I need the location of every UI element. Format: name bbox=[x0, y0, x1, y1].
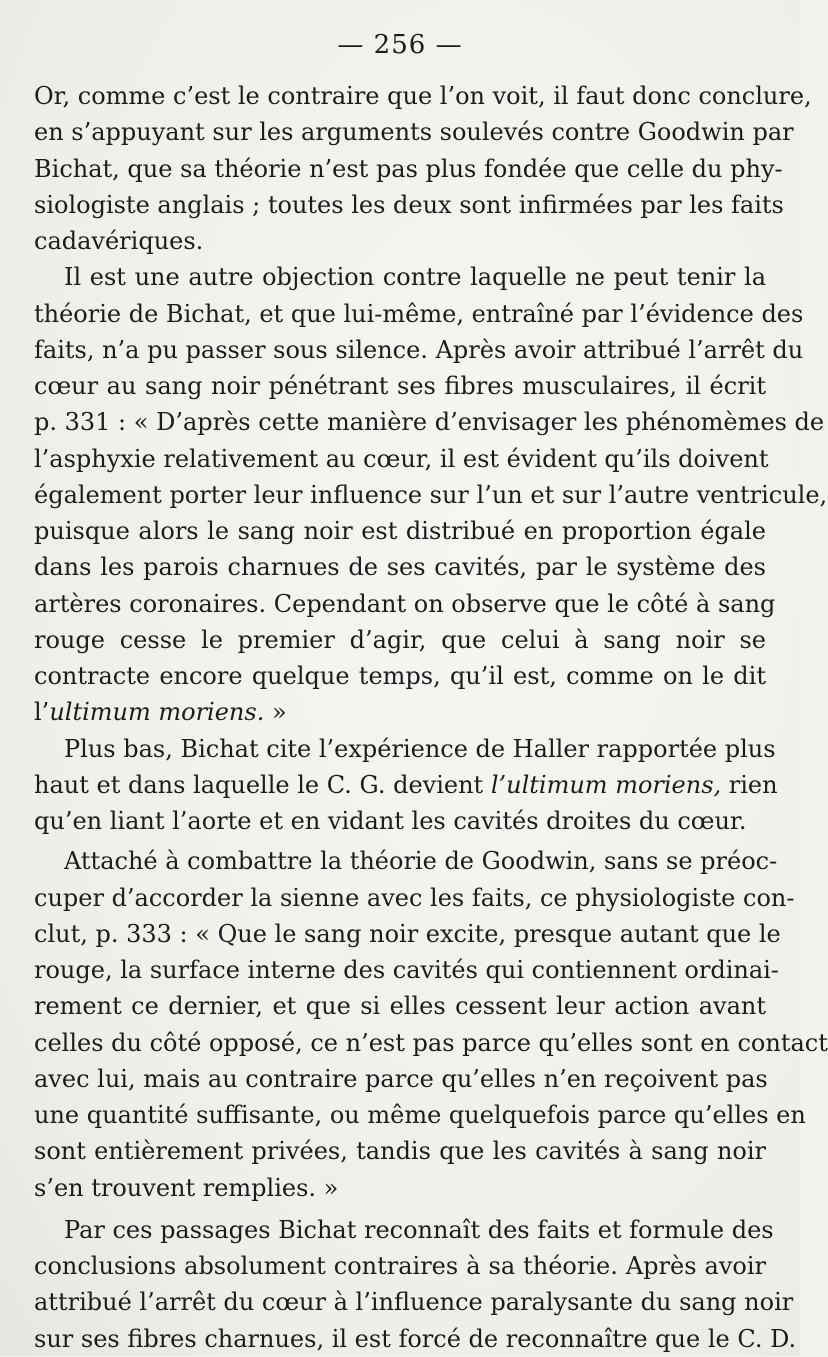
body-text bbox=[34, 78, 828, 1357]
text-line: l’asphyxie relativement au cœur, il est évident qu’ils doivent bbox=[34, 444, 769, 473]
text-line: sont entièrement privées, tandis que les cavités à sang noir bbox=[34, 1137, 766, 1166]
text-line: Attaché à combattre la théorie de Goodwin, sans se préoc- bbox=[64, 847, 778, 876]
text-line: Il est une autre objection contre laquelle ne peut tenir la bbox=[64, 263, 766, 292]
text-line: attribué l’arrêt du cœur à l’influence paralysante du sang noir bbox=[34, 1288, 794, 1317]
text-line: contracte encore quelque temps, qu’il est, comme on le dit bbox=[34, 662, 766, 690]
page-number: — 256 — bbox=[337, 30, 463, 60]
text-line: en s’appuyant sur les arguments soulevés contre Goodwin par bbox=[34, 118, 794, 147]
text-line: théorie de Bichat, et que lui-même, entraîné par l’évidence des bbox=[34, 299, 804, 328]
text-line: également porter leur influence sur l’un et sur l’autre ventricule, bbox=[34, 480, 828, 509]
text-line: celles du côté opposé, ce n’est pas parce qu’elles sont en contact bbox=[34, 1028, 828, 1057]
text-line: une quantité suffisante, ou même quelquefois parce qu’elles en bbox=[34, 1101, 806, 1129]
text-line: clut, p. 333 : « Que le sang noir excite, presque autant que le bbox=[34, 919, 781, 948]
text-line: Or, comme c’est le contraire que l’on voit, il faut donc conclure, bbox=[34, 82, 812, 110]
text-line: sur ses fibres charnues, il est forcé de reconnaître que le C. D. bbox=[34, 1324, 797, 1353]
text-line: artères coronaires. Cependant on observe que le côté à sang bbox=[34, 589, 776, 618]
text-line: rouge cesse le premier d’agir, que celui à sang noir se bbox=[34, 625, 766, 654]
text-line: l’ultimum moriens. » bbox=[34, 698, 287, 727]
text-line: Par ces passages Bichat reconnaît des faits et formule des bbox=[64, 1215, 774, 1244]
text-line: haut et dans laquelle le C. G. devient l’ultimum moriens, rien bbox=[34, 770, 778, 799]
text-line: rouge, la surface interne des cavités qui contiennent ordinai- bbox=[34, 956, 779, 984]
text-line: Plus bas, Bichat cite l’expérience de Haller rapportée plus bbox=[64, 734, 776, 763]
text-line: siologiste anglais ; toutes les deux sont infirmées par les faits bbox=[34, 190, 784, 219]
text-line: faits, n’a pu passer sous silence. Après avoir attribué l’arrêt du bbox=[34, 335, 804, 364]
text-line: s’en trouvent remplies. » bbox=[34, 1173, 339, 1202]
text-line: dans les parois charnues de ses cavités, par le système des bbox=[34, 553, 766, 582]
text-line: cuper d’accorder la sienne avec les faits, ce physiologiste con- bbox=[34, 883, 795, 912]
text-line: qu’en liant l’aorte et en vidant les cavités droites du cœur. bbox=[34, 807, 747, 835]
text-line: p. 331 : « D’après cette manière d’envisager les phénomèmes de bbox=[34, 408, 825, 437]
text-line: conclusions absolument contraires à sa théorie. Après avoir bbox=[34, 1252, 766, 1280]
text-line: cadavériques. bbox=[34, 227, 204, 255]
text-line: puisque alors le sang noir est distribué en proportion égale bbox=[34, 517, 766, 545]
text-line: rement ce dernier, et que si elles cessent leur action avant bbox=[34, 992, 766, 1021]
text-line: cœur au sang noir pénétrant ses fibres musculaires, il écrit bbox=[34, 372, 766, 400]
text-line: avec lui, mais au contraire parce qu’elles n’en reçoivent pas bbox=[34, 1064, 768, 1093]
text-line: Bichat, que sa théorie n’est pas plus fondée que celle du phy- bbox=[34, 154, 783, 183]
